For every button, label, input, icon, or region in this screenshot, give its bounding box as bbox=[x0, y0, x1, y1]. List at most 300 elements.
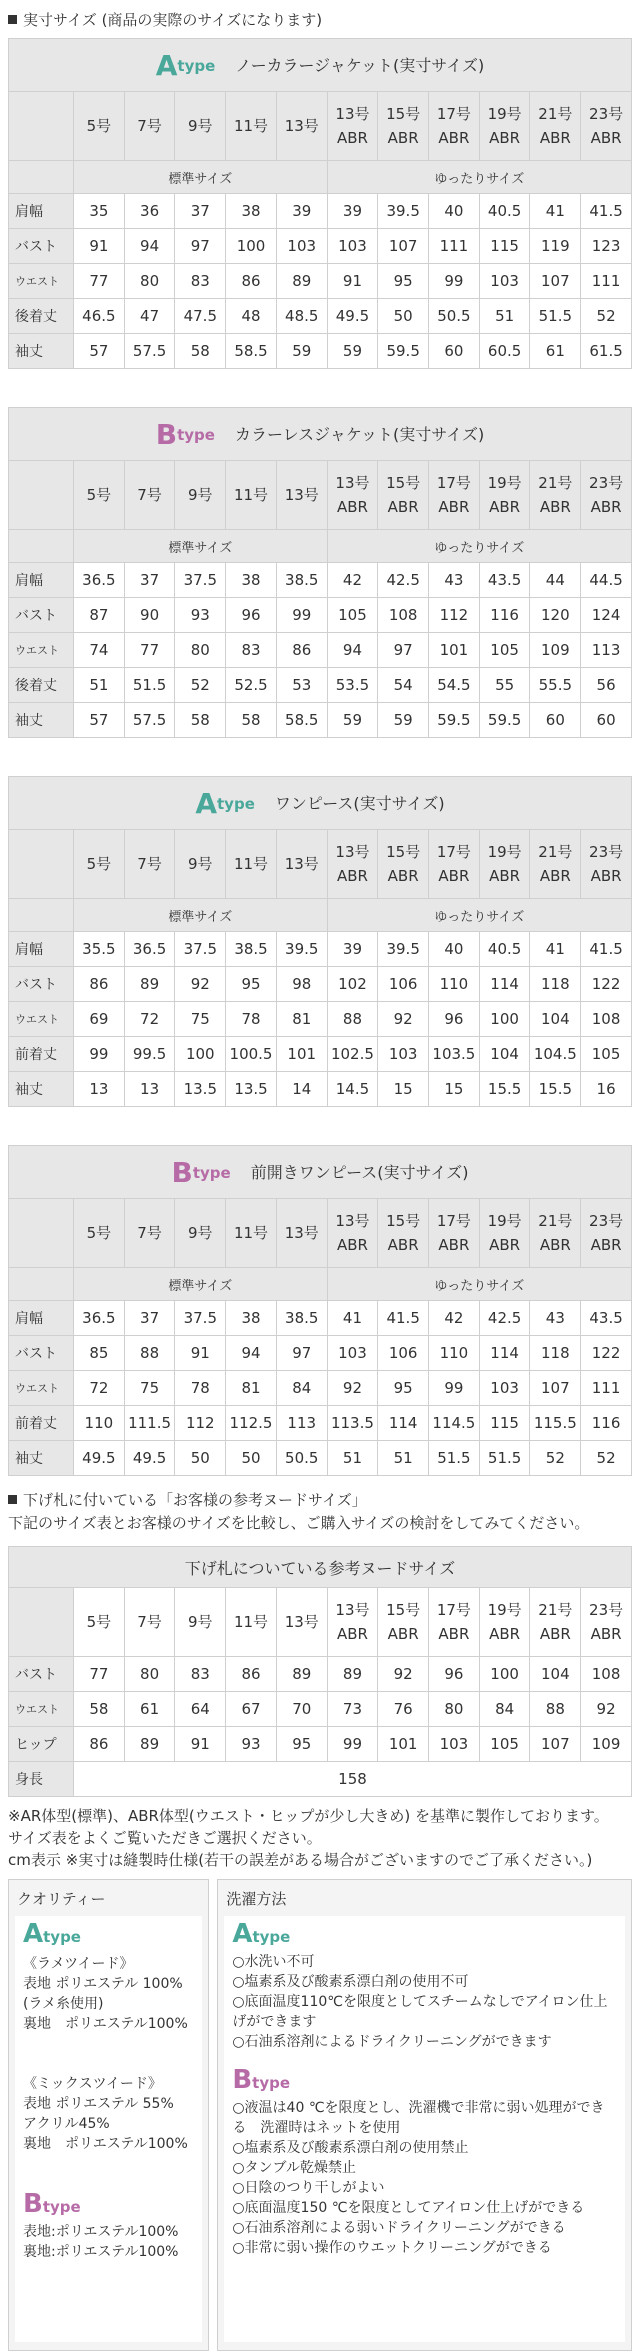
table-cell: 91 bbox=[175, 1727, 226, 1762]
table-cell: 52 bbox=[581, 299, 632, 334]
table-cell: 15.5 bbox=[479, 1072, 530, 1107]
type-word: type bbox=[177, 425, 215, 444]
care-body bbox=[224, 1916, 625, 2342]
table-cell: 46.5 bbox=[74, 299, 125, 334]
size-label: 5号 bbox=[86, 855, 112, 873]
size-label: 23号 bbox=[589, 843, 624, 861]
table-cell: 54.5 bbox=[429, 668, 480, 703]
table-gap bbox=[0, 1107, 640, 1145]
table-row bbox=[9, 1441, 632, 1476]
table-cell: 60 bbox=[581, 703, 632, 738]
size-suffix: ABR bbox=[438, 129, 470, 147]
group-loose: ゆったりサイズ bbox=[327, 530, 631, 563]
type-letter: B bbox=[171, 1155, 193, 1189]
group-standard: 標準サイズ bbox=[74, 161, 328, 194]
row-label: ウエスト bbox=[9, 264, 74, 299]
size-label: 7号 bbox=[137, 1613, 162, 1631]
care-b-list bbox=[232, 2098, 617, 2258]
table-title-row bbox=[9, 1146, 632, 1199]
quality-a-list1 bbox=[23, 1954, 194, 2034]
size-suffix: ABR bbox=[336, 1236, 368, 1254]
table-cell: 47 bbox=[124, 299, 175, 334]
table-cell: 40 bbox=[429, 194, 480, 229]
size-column-header bbox=[479, 1588, 530, 1657]
size-label: 9号 bbox=[188, 855, 213, 873]
size-suffix: ABR bbox=[336, 1625, 368, 1643]
table-cell: 72 bbox=[74, 1371, 125, 1406]
size-label: 15号 bbox=[386, 1212, 421, 1230]
table-cell: 39 bbox=[276, 194, 327, 229]
height-value: 158 bbox=[74, 1762, 632, 1797]
notes bbox=[0, 1805, 640, 1871]
table-cell: 13.5 bbox=[226, 1072, 277, 1107]
size-label: 13号 bbox=[284, 1224, 319, 1242]
table-cell: 91 bbox=[175, 1336, 226, 1371]
size-table bbox=[8, 776, 632, 1107]
size-table-box bbox=[8, 407, 632, 738]
care-a-type bbox=[232, 1919, 617, 1949]
table-cell: 113 bbox=[581, 633, 632, 668]
table-cell: 48 bbox=[226, 299, 277, 334]
table-cell: 93 bbox=[226, 1727, 277, 1762]
group-standard: 標準サイズ bbox=[74, 899, 328, 932]
size-label: 13号 bbox=[335, 1601, 370, 1619]
size-table bbox=[8, 407, 632, 738]
table-cell: 51.5 bbox=[479, 1441, 530, 1476]
size-column-header bbox=[175, 1199, 226, 1268]
quality-line: 裏地:ポリエステル100% bbox=[23, 2244, 179, 2260]
size-suffix: ABR bbox=[336, 867, 368, 885]
care-line: ○石油系溶剤によるドライクリーニングができます bbox=[232, 2034, 552, 2050]
table-cell: 43 bbox=[530, 1301, 581, 1336]
size-column-header bbox=[378, 461, 429, 530]
size-label: 11号 bbox=[233, 1224, 269, 1242]
table-cell: 50 bbox=[378, 299, 429, 334]
table-row bbox=[9, 1037, 632, 1072]
table-cell: 99 bbox=[74, 1037, 125, 1072]
table-cell: 15 bbox=[429, 1072, 480, 1107]
quality-line: 《ミックスツイード》 bbox=[23, 2076, 162, 2092]
size-suffix: ABR bbox=[539, 867, 571, 885]
table-cell: 95 bbox=[276, 1727, 327, 1762]
table-cell: 39.5 bbox=[276, 932, 327, 967]
table-cell: 56 bbox=[581, 668, 632, 703]
table-cell: 36.5 bbox=[124, 932, 175, 967]
table-cell: 55.5 bbox=[530, 668, 581, 703]
table-cell: 101 bbox=[276, 1037, 327, 1072]
table-cell: 92 bbox=[378, 1002, 429, 1037]
table-cell: 14.5 bbox=[327, 1072, 378, 1107]
row-label: 袖丈 bbox=[9, 1072, 74, 1107]
size-column-header bbox=[581, 92, 632, 161]
type-letter: B bbox=[155, 417, 178, 451]
group-loose: ゆったりサイズ bbox=[327, 899, 631, 932]
type-word: type bbox=[217, 794, 255, 813]
row-label: ウエスト bbox=[9, 1371, 74, 1406]
table-cell: 41.5 bbox=[378, 1301, 429, 1336]
table-cell: 88 bbox=[124, 1336, 175, 1371]
size-suffix: ABR bbox=[590, 867, 622, 885]
size-column-header bbox=[479, 461, 530, 530]
type-letter: A bbox=[155, 48, 178, 82]
table-cell: 41.5 bbox=[581, 932, 632, 967]
table-cell: 113 bbox=[276, 1406, 327, 1441]
size-label: 7号 bbox=[137, 486, 162, 504]
table-cell: 122 bbox=[581, 1336, 632, 1371]
table-cell: 108 bbox=[378, 598, 429, 633]
size-tables bbox=[0, 38, 640, 1476]
table-cell: 38.5 bbox=[276, 1301, 327, 1336]
group-standard: 標準サイズ bbox=[74, 530, 328, 563]
table-cell: 87 bbox=[74, 598, 125, 633]
table-row bbox=[9, 229, 632, 264]
care-line: ○非常に弱い操作のウエットクリーニングができる bbox=[232, 2240, 552, 2256]
table-cell: 43.5 bbox=[479, 563, 530, 598]
table-cell: 73 bbox=[327, 1692, 378, 1727]
table-cell: 38 bbox=[226, 1301, 277, 1336]
table-cell: 91 bbox=[327, 264, 378, 299]
size-column-header bbox=[226, 830, 277, 899]
table-cell: 80 bbox=[124, 1657, 175, 1692]
table-cell: 111 bbox=[581, 1371, 632, 1406]
table-cell: 112 bbox=[175, 1406, 226, 1441]
size-header-row bbox=[9, 1588, 632, 1657]
type-letter-a: A bbox=[23, 1919, 44, 1949]
row-label: 肩幅 bbox=[9, 563, 74, 598]
table-cell: 84 bbox=[276, 1371, 327, 1406]
size-column-header bbox=[327, 830, 378, 899]
row-label: 袖丈 bbox=[9, 703, 74, 738]
table-row bbox=[9, 1727, 632, 1762]
size-column-header bbox=[74, 830, 125, 899]
table-cell: 104.5 bbox=[530, 1037, 581, 1072]
group-corner bbox=[9, 161, 74, 194]
row-label: 肩幅 bbox=[9, 932, 74, 967]
table-cell: 86 bbox=[226, 1657, 277, 1692]
table-cell: 108 bbox=[581, 1657, 632, 1692]
quality-a-list2 bbox=[23, 2074, 194, 2154]
table-cell: 96 bbox=[226, 598, 277, 633]
table-row bbox=[9, 563, 632, 598]
size-label: 15号 bbox=[386, 105, 421, 123]
type-word: type bbox=[252, 1928, 291, 1946]
size-column-header bbox=[581, 1588, 632, 1657]
table-cell: 99 bbox=[429, 264, 480, 299]
table-cell: 111 bbox=[429, 229, 480, 264]
size-label: 13号 bbox=[335, 105, 370, 123]
table-cell: 13 bbox=[74, 1072, 125, 1107]
table-cell: 115.5 bbox=[530, 1406, 581, 1441]
table-title-row bbox=[9, 408, 632, 461]
table-cell: 114.5 bbox=[429, 1406, 480, 1441]
table-cell: 94 bbox=[327, 633, 378, 668]
table-cell: 50.5 bbox=[276, 1441, 327, 1476]
table-cell: 37.5 bbox=[175, 1301, 226, 1336]
type-letter-b: B bbox=[23, 2189, 43, 2219]
table-cell: 86 bbox=[74, 967, 125, 1002]
quality-line: 表地:ポリエステル100% bbox=[23, 2224, 179, 2240]
size-label: 13号 bbox=[284, 486, 319, 504]
row-label: 前着丈 bbox=[9, 1406, 74, 1441]
table-cell: 89 bbox=[327, 1657, 378, 1692]
table-cell: 96 bbox=[429, 1657, 480, 1692]
table-cell: 114 bbox=[378, 1406, 429, 1441]
size-label: 5号 bbox=[86, 486, 112, 504]
table-cell: 43 bbox=[429, 563, 480, 598]
quality-line: 表地 ポリエステル 100% bbox=[23, 1976, 183, 1992]
care-line: ○タンブル乾燥禁止 bbox=[232, 2160, 356, 2176]
size-label: 23号 bbox=[589, 1212, 624, 1230]
table-cell: 122 bbox=[581, 967, 632, 1002]
table-cell: 93 bbox=[175, 598, 226, 633]
table-cell: 86 bbox=[226, 264, 277, 299]
size-header-row bbox=[9, 1199, 632, 1268]
table-cell: 51.5 bbox=[124, 668, 175, 703]
table-cell: 64 bbox=[175, 1692, 226, 1727]
size-label: 5号 bbox=[86, 1224, 112, 1242]
table-cell: 67 bbox=[226, 1692, 277, 1727]
header-corner bbox=[9, 1588, 74, 1657]
table-cell: 77 bbox=[124, 633, 175, 668]
size-column-header bbox=[276, 92, 327, 161]
size-suffix: ABR bbox=[489, 498, 521, 516]
table-cell: 105 bbox=[479, 1727, 530, 1762]
table-cell: 92 bbox=[378, 1657, 429, 1692]
table-cell: 100.5 bbox=[226, 1037, 277, 1072]
row-label: 身長 bbox=[9, 1762, 74, 1797]
table-cell: 50 bbox=[175, 1441, 226, 1476]
table-cell: 78 bbox=[175, 1371, 226, 1406]
row-label: バスト bbox=[9, 967, 74, 1002]
table-row bbox=[9, 334, 632, 369]
table-title bbox=[9, 39, 632, 92]
table-cell: 75 bbox=[124, 1371, 175, 1406]
table-cell: 114 bbox=[479, 1336, 530, 1371]
table-cell: 103 bbox=[327, 1336, 378, 1371]
care-line: ○塩素系及び酸素系漂白剤の使用不可 bbox=[232, 1974, 469, 1990]
table-cell: 53 bbox=[276, 668, 327, 703]
table-cell: 107 bbox=[530, 1727, 581, 1762]
row-label: ウエスト bbox=[9, 1002, 74, 1037]
table-row bbox=[9, 703, 632, 738]
table-cell: 37 bbox=[124, 1301, 175, 1336]
table-cell: 124 bbox=[581, 598, 632, 633]
table-cell: 53.5 bbox=[327, 668, 378, 703]
table-cell: 95 bbox=[378, 1371, 429, 1406]
size-label: 13号 bbox=[335, 1212, 370, 1230]
table-cell: 41.5 bbox=[581, 194, 632, 229]
nude-size-table bbox=[8, 1546, 632, 1797]
table-cell: 96 bbox=[429, 1002, 480, 1037]
table-cell: 101 bbox=[378, 1727, 429, 1762]
height-row bbox=[9, 1762, 632, 1797]
table-title bbox=[9, 777, 632, 830]
size-suffix: ABR bbox=[438, 1236, 470, 1254]
size-column-header bbox=[327, 461, 378, 530]
size-column-header bbox=[276, 461, 327, 530]
size-label: 19号 bbox=[487, 474, 522, 492]
size-suffix: ABR bbox=[387, 129, 419, 147]
table-cell: 105 bbox=[581, 1037, 632, 1072]
table-cell: 116 bbox=[479, 598, 530, 633]
table-cell: 100 bbox=[479, 1002, 530, 1037]
table-cell: 97 bbox=[378, 633, 429, 668]
table-cell: 95 bbox=[226, 967, 277, 1002]
care-box bbox=[217, 1879, 632, 2351]
size-label: 19号 bbox=[487, 1601, 522, 1619]
table-cell: 104 bbox=[530, 1002, 581, 1037]
table-cell: 16 bbox=[581, 1072, 632, 1107]
table-cell: 35.5 bbox=[74, 932, 125, 967]
size-column-header bbox=[378, 830, 429, 899]
size-label: 23号 bbox=[589, 1601, 624, 1619]
row-label: バスト bbox=[9, 1657, 74, 1692]
size-column-header bbox=[226, 461, 277, 530]
size-suffix: ABR bbox=[438, 498, 470, 516]
table-cell: 109 bbox=[581, 1727, 632, 1762]
size-column-header bbox=[276, 830, 327, 899]
table-cell: 75 bbox=[175, 1002, 226, 1037]
size-column-header bbox=[429, 1588, 480, 1657]
care-a-list bbox=[232, 1952, 617, 2052]
size-label: 11号 bbox=[233, 855, 269, 873]
size-suffix: ABR bbox=[489, 129, 521, 147]
row-label: ウエスト bbox=[9, 633, 74, 668]
header-corner bbox=[9, 830, 74, 899]
table-cell: 13.5 bbox=[175, 1072, 226, 1107]
size-suffix: ABR bbox=[590, 129, 622, 147]
table-cell: 94 bbox=[124, 229, 175, 264]
table-cell: 110 bbox=[429, 967, 480, 1002]
table-cell: 39 bbox=[327, 194, 378, 229]
table-cell: 52 bbox=[175, 668, 226, 703]
section-heading bbox=[0, 0, 640, 38]
table-cell: 15.5 bbox=[530, 1072, 581, 1107]
table-cell: 36 bbox=[124, 194, 175, 229]
table-row bbox=[9, 1336, 632, 1371]
size-header-row bbox=[9, 92, 632, 161]
size-group-row bbox=[9, 530, 632, 563]
size-column-header bbox=[226, 1199, 277, 1268]
table-cell: 51 bbox=[378, 1441, 429, 1476]
size-suffix: ABR bbox=[336, 129, 368, 147]
table-cell: 36.5 bbox=[74, 563, 125, 598]
size-label: 19号 bbox=[487, 1212, 522, 1230]
table-cell: 38.5 bbox=[226, 932, 277, 967]
square-bullet-icon bbox=[8, 1495, 17, 1504]
table-cell: 89 bbox=[124, 967, 175, 1002]
table-cell: 92 bbox=[175, 967, 226, 1002]
table-cell: 77 bbox=[74, 1657, 125, 1692]
table-cell: 61 bbox=[530, 334, 581, 369]
size-column-header bbox=[429, 92, 480, 161]
size-header-row bbox=[9, 830, 632, 899]
table-cell: 100 bbox=[226, 229, 277, 264]
table-cell: 51 bbox=[479, 299, 530, 334]
size-column-header bbox=[327, 1588, 378, 1657]
quality-body bbox=[15, 1916, 202, 2342]
table-row bbox=[9, 1692, 632, 1727]
table-cell: 103 bbox=[479, 1371, 530, 1406]
table-cell: 60 bbox=[429, 334, 480, 369]
table-cell: 92 bbox=[327, 1371, 378, 1406]
size-column-header bbox=[378, 1588, 429, 1657]
size-suffix: ABR bbox=[590, 1236, 622, 1254]
row-label: ウエスト bbox=[9, 1692, 74, 1727]
table-cell: 57.5 bbox=[124, 334, 175, 369]
type-letter-a: A bbox=[232, 1919, 253, 1949]
size-column-header bbox=[479, 92, 530, 161]
table-cell: 109 bbox=[530, 633, 581, 668]
size-column-header bbox=[530, 92, 581, 161]
size-column-header bbox=[175, 92, 226, 161]
size-column-header bbox=[581, 1199, 632, 1268]
table-cell: 85 bbox=[74, 1336, 125, 1371]
table-title-row bbox=[9, 39, 632, 92]
table-cell: 36.5 bbox=[74, 1301, 125, 1336]
size-column-header bbox=[74, 1588, 125, 1657]
size-label: 17号 bbox=[436, 474, 471, 492]
size-table bbox=[8, 38, 632, 369]
table-cell: 112.5 bbox=[226, 1406, 277, 1441]
size-column-header bbox=[175, 1588, 226, 1657]
quality-b-type bbox=[23, 2189, 194, 2219]
table-cell: 77 bbox=[74, 264, 125, 299]
section-heading-2 bbox=[0, 1486, 640, 1512]
table-cell: 37 bbox=[175, 194, 226, 229]
size-label: 9号 bbox=[188, 117, 213, 135]
row-label: 袖丈 bbox=[9, 1441, 74, 1476]
table-cell: 119 bbox=[530, 229, 581, 264]
size-column-header bbox=[479, 830, 530, 899]
table-cell: 41 bbox=[530, 932, 581, 967]
table-gap bbox=[0, 369, 640, 407]
table-cell: 84 bbox=[479, 1692, 530, 1727]
table-title-text: 前開きワンピース(実寸サイズ) bbox=[250, 1162, 469, 1182]
table-row bbox=[9, 1371, 632, 1406]
table-cell: 49.5 bbox=[327, 299, 378, 334]
size-column-header bbox=[327, 92, 378, 161]
table-cell: 118 bbox=[530, 1336, 581, 1371]
table-cell: 112 bbox=[429, 598, 480, 633]
table-cell: 110 bbox=[429, 1336, 480, 1371]
table-cell: 115 bbox=[479, 1406, 530, 1441]
table-cell: 108 bbox=[581, 1002, 632, 1037]
size-suffix: ABR bbox=[336, 498, 368, 516]
table-title-text: カラーレスジャケット(実寸サイズ) bbox=[234, 424, 485, 444]
table-cell: 58 bbox=[226, 703, 277, 738]
type-word: type bbox=[192, 1163, 231, 1182]
table-title-row bbox=[9, 1547, 632, 1588]
table-cell: 37 bbox=[124, 563, 175, 598]
table-cell: 97 bbox=[276, 1336, 327, 1371]
table-cell: 118 bbox=[530, 967, 581, 1002]
table-cell: 80 bbox=[175, 633, 226, 668]
table-title bbox=[9, 1146, 632, 1199]
table-cell: 106 bbox=[378, 1336, 429, 1371]
table-row bbox=[9, 299, 632, 334]
info-boxes bbox=[8, 1879, 632, 2351]
size-label: 15号 bbox=[386, 843, 421, 861]
table-cell: 51.5 bbox=[429, 1441, 480, 1476]
table-cell: 52 bbox=[581, 1441, 632, 1476]
table-cell: 61 bbox=[124, 1692, 175, 1727]
table-cell: 58.5 bbox=[226, 334, 277, 369]
size-suffix: ABR bbox=[539, 498, 571, 516]
table-cell: 95 bbox=[378, 264, 429, 299]
table-cell: 40 bbox=[429, 932, 480, 967]
table-cell: 88 bbox=[327, 1002, 378, 1037]
